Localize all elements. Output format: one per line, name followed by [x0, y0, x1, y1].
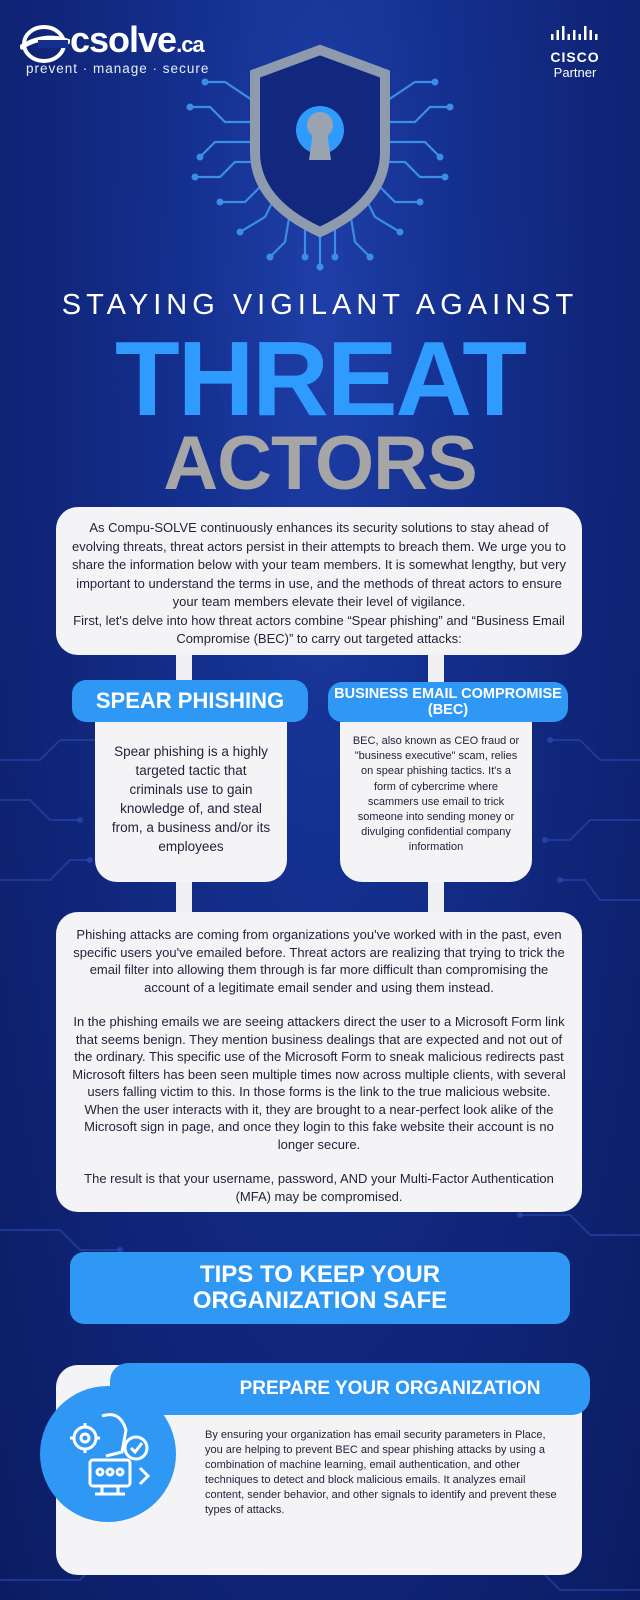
tips-line-2: ORGANIZATION SAFE	[192, 1287, 448, 1314]
hero-line-3: ACTORS	[163, 421, 477, 506]
spear-phishing-title: SPEAR PHISHING	[72, 680, 308, 722]
hero-line-2: THREAT	[115, 320, 525, 438]
prepare-icon-circle	[40, 1386, 176, 1522]
details-paragraph-2: In the phishing emails we are seeing attackers direct the user to a Microsoft Form link that seems benign. They mention business dealings that are expected and not out of the ordinary. This specific use of the Microsoft Form to sneak malicious redirects past Microsoft filters has been seen multiple times now across multiple clients, with several users falling victim to this. In those forms is the link to the true malicious website. When the user interacts with it, they are brought to a near-perfect look alike of the Microsoft sign in page, and once they login to this fake website their account is no longer secure.	[72, 1014, 566, 1152]
spear-phishing-text: Spear phishing is a highly targeted tactic that criminals use to gain knowledge of, and steal from, a business and/or its employees	[111, 744, 271, 854]
details-card	[56, 912, 582, 1212]
prepare-text: By ensuring your organization has email security parameters in Place, you are helping to prevent BEC and spear phishing attacks by using a combination of machine learning, email authentication, and other techniques to detect and block malicious emails. It analyzes email content, sender behavior, and other signals to identify and prevent these types of attacks.	[205, 1429, 557, 1516]
tips-line-1: TIPS TO KEEP YOUR	[199, 1261, 441, 1288]
intro-lead: First, let's delve into how threat actors combine “Spear phishing” and “Business Email Compromise (BEC)” to carry out targeted attacks:	[73, 612, 565, 646]
details-paragraph-1: Phishing attacks are coming from organizations you've worked with in the past, even specific users you've emailed before. Threat actors are realizing that trying to trick the email filter into allowing them through is far more difficult than compromising the account of a legitimate email sender and using them instead.	[73, 927, 565, 995]
cisco-partner-badge	[540, 26, 610, 81]
intro-card	[56, 507, 582, 655]
bec-title: BUSINESS EMAIL COMPROMISE (BEC)	[328, 682, 568, 722]
connector-right-top	[428, 655, 444, 685]
tips-banner	[70, 1252, 570, 1324]
logo-text	[70, 20, 204, 65]
logo-domain: .ca	[176, 32, 204, 57]
shield-keyhole-icon	[185, 42, 455, 272]
details-paragraph-3: The result is that your username, password, AND your Multi-Factor Authentication (MFA) may be compromised.	[84, 1171, 554, 1204]
spear-phishing-card	[95, 722, 287, 882]
team-gear-icon	[40, 1386, 176, 1522]
connector-left-top	[176, 655, 192, 683]
logo-main: csolve	[70, 19, 177, 60]
prepare-title: PREPARE YOUR ORGANIZATION	[110, 1363, 590, 1415]
globe-swoosh-icon	[20, 24, 70, 64]
logo-tagline: prevent · manage · secure	[26, 61, 210, 76]
connector-left-bottom	[176, 882, 192, 914]
bec-text: BEC, also known as CEO fraud or "business executive" scam, relies on spear phishing tactics. It's a form of cybercrime where scammers use email to trick someone into sending money or divulging confidential company information	[352, 735, 520, 854]
partner-label: Partner	[553, 65, 597, 80]
cisco-bars-icon	[550, 26, 600, 42]
cisco-name: CISCO	[550, 49, 600, 65]
intro-paragraph: As Compu-SOLVE continuously enhances its security solutions to stay ahead of evolving threats, threat actors persist in their attempts to breach them. We urge you to share the information below with your team members. It is somewhat lengthy, but very important to understand the terms in use, and the methods of threat actors to ensure your team members elevate their level of vigilance.	[72, 520, 566, 609]
bec-card	[340, 722, 532, 882]
connector-right-bottom	[428, 882, 444, 914]
hero-line-1: STAYING VIGILANT AGAINST	[61, 289, 579, 321]
